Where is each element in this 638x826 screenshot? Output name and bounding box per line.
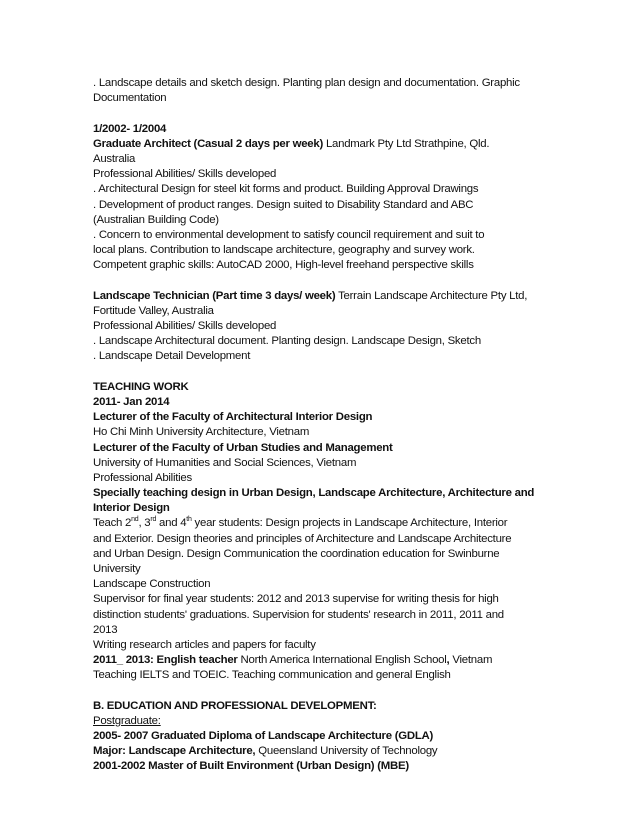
text: (Australian Building Code) (93, 213, 219, 226)
superscript: nd (131, 516, 139, 524)
bold-line (93, 759, 553, 774)
text-line (93, 608, 553, 623)
spacer (93, 684, 553, 699)
resume-body (93, 76, 553, 775)
text: , 3 (138, 517, 151, 530)
spacer (93, 365, 553, 380)
job-title: 2011_ 2013: English teacher (93, 654, 238, 667)
employer: Landmark Pty Ltd Strathpine, Qld. (323, 137, 490, 150)
text: . Architectural Design for steel kit forms and product. Building Approval Drawings (93, 183, 479, 196)
text-line (93, 258, 553, 273)
text-line (93, 516, 553, 531)
job-title-line (93, 653, 553, 668)
major-label: Major: Landscape Architecture, (93, 745, 256, 758)
degree-line (93, 744, 553, 759)
bold-line (93, 729, 553, 744)
employer: North America International English School (237, 654, 447, 667)
text-line (93, 456, 553, 471)
text: Teaching IELTS and TOEIC. Teaching communication and general English (93, 669, 451, 682)
date-text: 2011- Jan 2014 (93, 395, 170, 408)
text: Writing research articles and papers for faculty (93, 638, 316, 651)
text: year students: Design projects in Landscape Architecture, Interior (191, 517, 508, 530)
text-line (93, 182, 553, 197)
job-title: Graduate Architect (Casual 2 days per week) (93, 137, 324, 150)
text: Ho Chi Minh University Architecture, Vietnam (93, 426, 310, 439)
employer: Terrain Landscape Architecture Pty Ltd, (335, 289, 528, 302)
text-line (93, 532, 553, 547)
text-line (93, 547, 553, 562)
text: Competent graphic skills: AutoCAD 2000, High-level freehand perspective skills (93, 259, 474, 272)
text: Professional Abilities/ Skills developed (93, 168, 277, 181)
heading-text: B. EDUCATION AND PROFESSIONAL DEVELOPMENT: (93, 699, 377, 712)
text-line (93, 638, 553, 653)
text: Landscape Construction (93, 578, 211, 591)
text-line (93, 228, 553, 243)
text-line (93, 213, 553, 228)
spacer (93, 273, 553, 288)
text: . Landscape Detail Development (93, 350, 251, 363)
text: Vietnam (449, 654, 493, 667)
superscript: th (186, 516, 192, 524)
text: University of Humanities and Social Sciences, Vietnam (93, 456, 357, 469)
text-line (93, 349, 553, 364)
job-title-line (93, 289, 553, 304)
text-line (93, 562, 553, 577)
spacer (93, 106, 553, 121)
subheading-text: Postgraduate: (93, 714, 161, 727)
superscript: rd (150, 516, 157, 524)
text-line (93, 243, 553, 258)
bold-text: 2001-2002 Master of Built Environment (Urban Design) (MBE) (93, 760, 409, 773)
job-title: Landscape Technician (Part time 3 days/ week) (93, 289, 336, 302)
section-heading (93, 699, 553, 714)
text: . Concern to environmental development to satisfy council requirement and suit to (93, 228, 485, 241)
comma: , (446, 654, 450, 667)
text: Teach 2 (93, 517, 132, 530)
text: local plans. Contribution to landscape architecture, geography and survey work. (93, 244, 475, 257)
job-title-line (93, 441, 553, 456)
text: 2013 (93, 623, 118, 636)
section-heading (93, 380, 553, 395)
job-title: Lecturer of the Faculty of Architectural Interior Design (93, 411, 373, 424)
text-line (93, 198, 553, 213)
bold-text: Specially teaching design in Urban Design, Landscape Architecture, Architecture and (93, 487, 535, 500)
text-line (93, 304, 553, 319)
text-line (93, 167, 553, 182)
bold-line (93, 501, 553, 516)
text-line (93, 334, 553, 349)
text: . Development of product ranges. Design suited to Disability Standard and ABC (93, 198, 474, 211)
text: and 4 (156, 517, 187, 530)
text: Professional Abilities (93, 471, 192, 484)
text: . Landscape details and sketch design. Planting plan design and documentation. Graphic (93, 77, 520, 89)
text-line (93, 623, 553, 638)
text: Professional Abilities/ Skills developed (93, 320, 277, 332)
text: and Urban Design. Design Communication the coordination education for Swinburne (93, 547, 500, 560)
text: Documentation (93, 92, 167, 105)
institution: Queensland University of Technology (255, 745, 438, 758)
text-line (93, 152, 553, 167)
text-line (93, 592, 553, 607)
date-range (93, 122, 553, 137)
job-title-line (93, 137, 553, 152)
bold-line (93, 486, 553, 501)
text: and Exterior. Design theories and principles of Architecture and Landscape Architecture (93, 532, 512, 545)
text: University (93, 563, 141, 575)
text-line (93, 425, 553, 440)
date-text: 1/2002- 1/2004 (93, 122, 167, 135)
heading-text: TEACHING WORK (93, 380, 189, 393)
text: distinction students' graduations. Supervision for students' research in 2011, 2011 and (93, 608, 504, 621)
date-range (93, 395, 553, 410)
text-line (93, 76, 553, 91)
text-line (93, 471, 553, 486)
job-title-line (93, 410, 553, 425)
bold-text: 2005- 2007 Graduated Diploma of Landscape Architecture (GDLA) (93, 730, 434, 743)
text: . Landscape Architectural document. Planting design. Landscape Design, Sketch (93, 335, 481, 348)
subheading (93, 714, 553, 729)
text-line (93, 668, 553, 683)
job-title: Lecturer of the Faculty of Urban Studies and Management (93, 441, 393, 454)
text: Supervisor for final year students: 2012 and 2013 supervise for writing thesis for high (93, 593, 499, 606)
bold-text: Interior Design (93, 502, 170, 515)
text-line (93, 319, 553, 334)
text-line (93, 91, 553, 106)
text: Australia (93, 152, 136, 165)
text: Fortitude Valley, Australia (93, 304, 214, 317)
text-line (93, 577, 553, 592)
